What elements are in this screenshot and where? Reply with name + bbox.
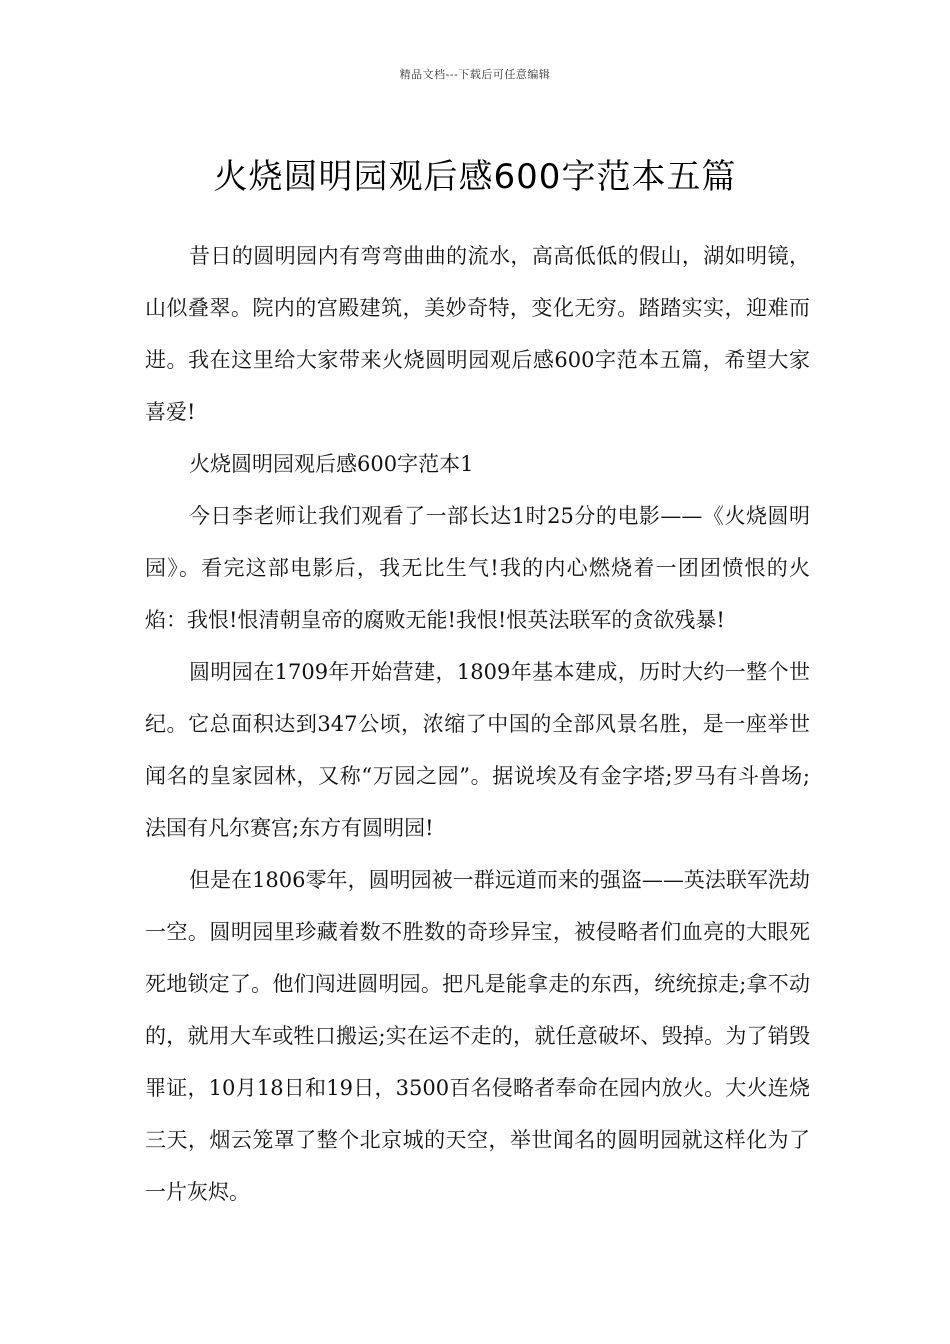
section-heading: 火烧圆明园观后感600字范本1 xyxy=(189,452,474,476)
document-title: 火烧圆明园观后感600字范本五篇 xyxy=(213,156,737,197)
body-paragraph: 今日李老师让我们观看了一部长达1时25分的电影——《火烧圆明园》。看完这部电影后，我无比生气!我的内心燃烧着一团团愤恨的火焰：我恨!恨清朝皇帝的腐败无能!我恨!恨英法联军的贪欲残暴! xyxy=(145,504,810,632)
intro-paragraph: 昔日的圆明园内有弯弯曲曲的流水，高高低低的假山，湖如明镜，山似叠翠。院内的宫殿建筑，美妙奇特，变化无穷。踏踏实实，迎难而进。我在这里给大家带来火烧圆明园观后感600字范本五篇，希望大家喜爱! xyxy=(145,244,810,424)
body-paragraph: 圆明园在1709年开始营建，1809年基本建成，历时大约一整个世纪。它总面积达到347公顷，浓缩了中国的全部风景名胜，是一座举世闻名的皇家园林，又称“万园之园”。据说埃及有金字塔;罗马有斗兽场;法国有凡尔赛宫;东方有圆明园! xyxy=(145,660,810,840)
document-body xyxy=(145,230,810,1218)
body-paragraph: 但是在1806零年，圆明园被一群远道而来的强盗——英法联军洗劫一空。圆明园里珍藏着数不胜数的奇珍异宝，被侵略者们血亮的大眼死死地锁定了。他们闯进圆明园。把凡是能拿走的东西，统统掠走;拿不动的，就用大车或牲口搬运;实在运不走的，就任意破坏、毁掉。为了销毁罪证，10月18日和19日，3500百名侵略者奉命在园内放火。大火连烧三天，烟云笼罩了整个北京城的天空，举世闻名的圆明园就这样化为了一片灰烬。 xyxy=(145,868,810,1204)
header-note: 精品文档---下载后可任意编辑 xyxy=(399,68,551,81)
